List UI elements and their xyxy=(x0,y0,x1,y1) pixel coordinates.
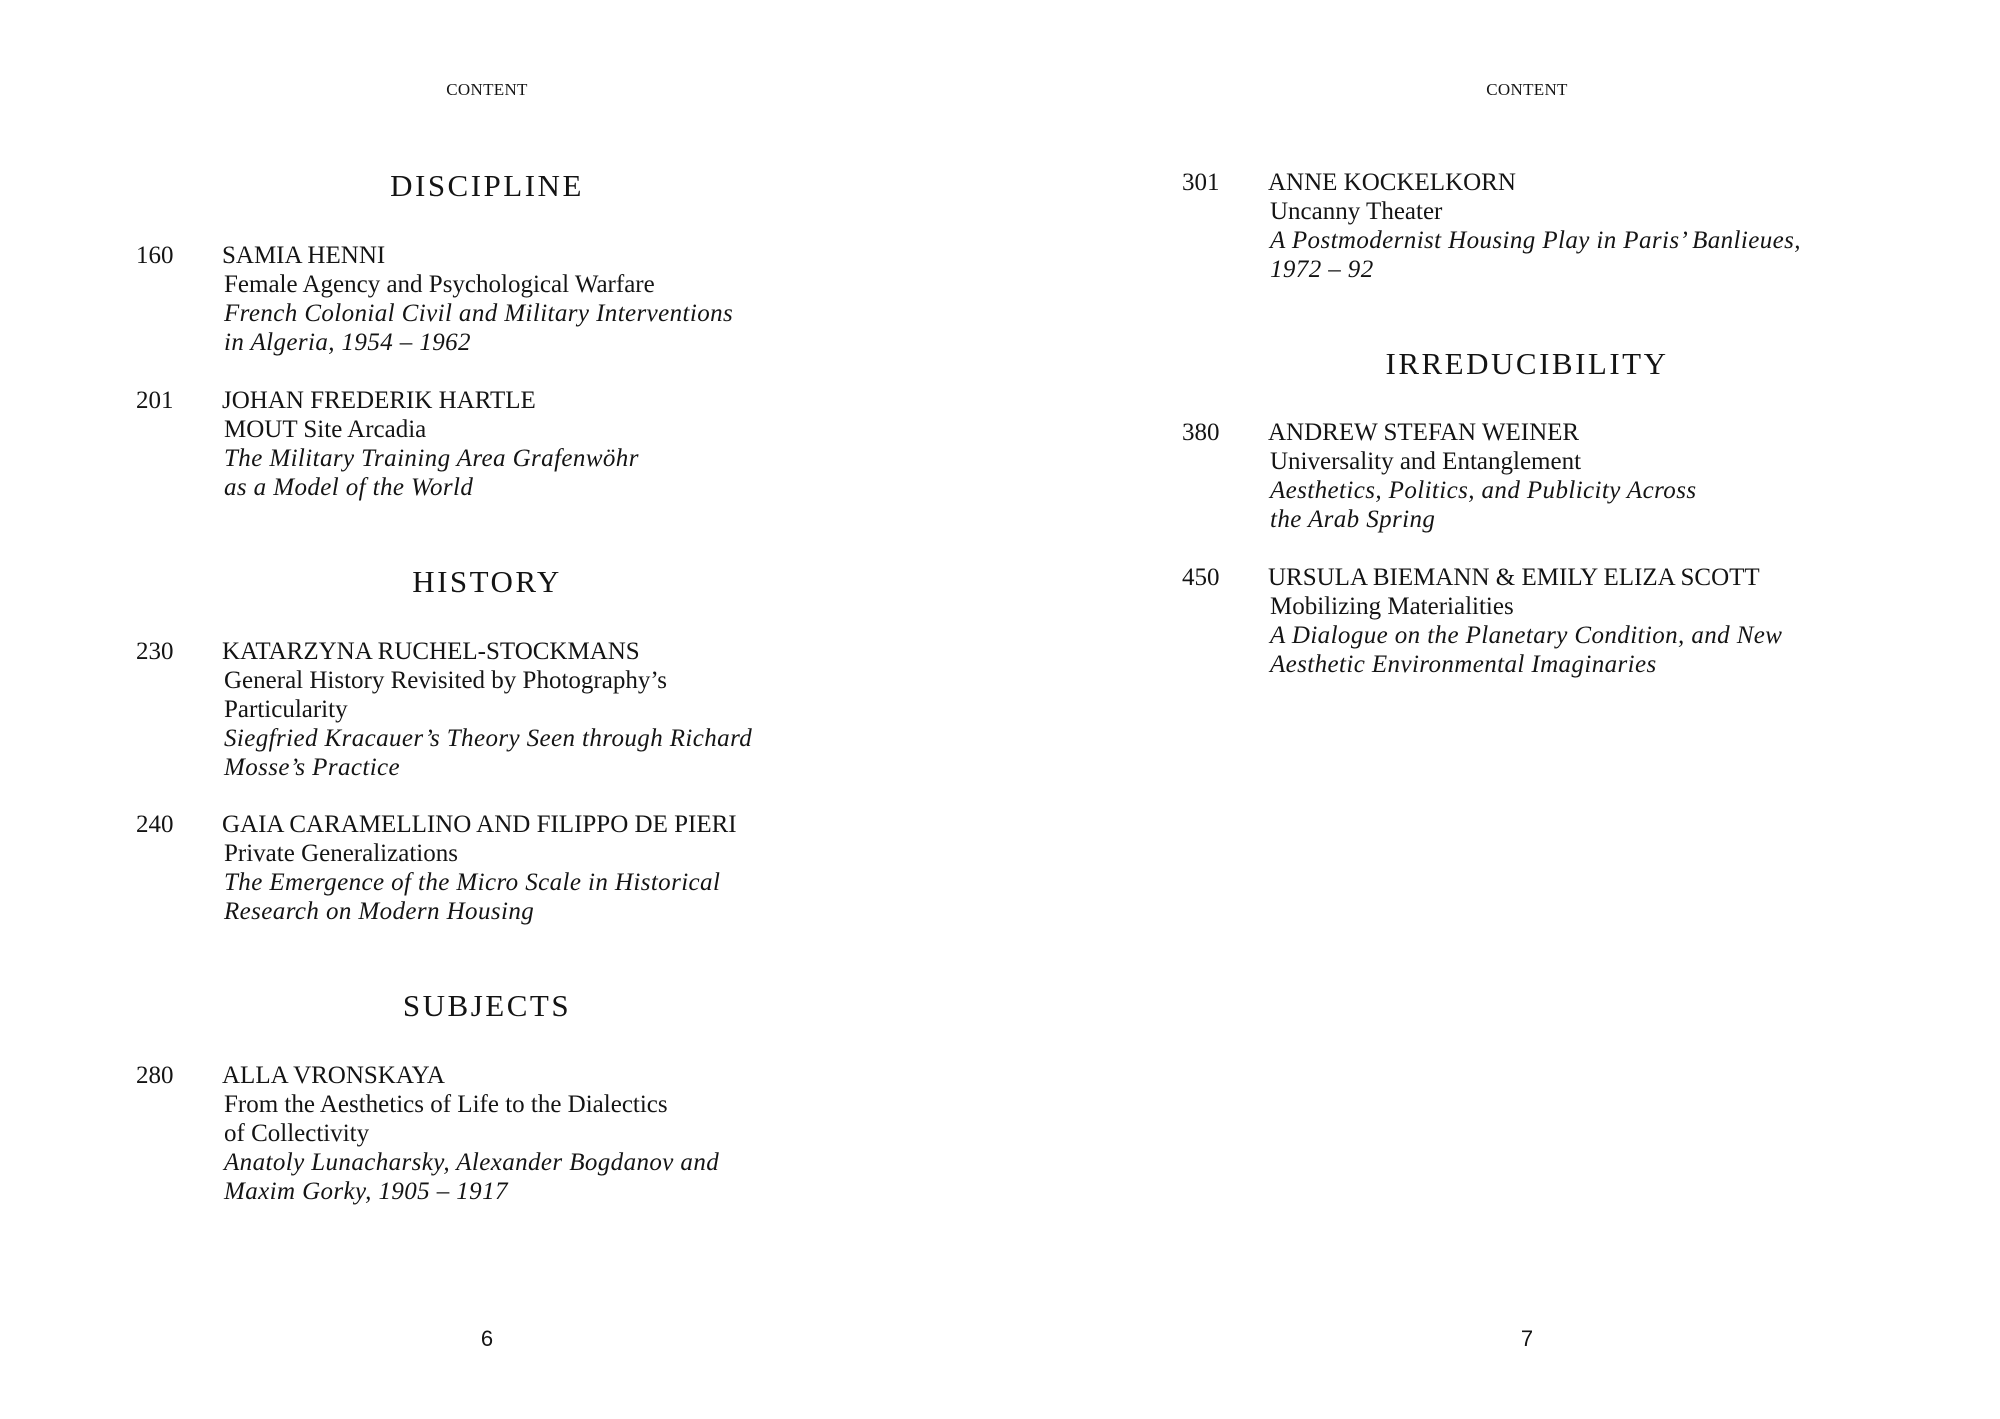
entry-author: ANNE KOCKELKORN xyxy=(1268,169,1516,196)
entry-subtitle: 1972 – 92 xyxy=(1270,256,1374,283)
entry-subtitle: Mosse’s Practice xyxy=(224,754,401,781)
entry-author: KATARZYNA RUCHEL-STOCKMANS xyxy=(222,638,640,665)
running-head: CONTENT xyxy=(446,80,528,99)
entry-body xyxy=(224,810,864,926)
entry-subtitle: The Emergence of the Micro Scale in Historical xyxy=(224,869,721,896)
entry-title: of Collectivity xyxy=(224,1120,370,1147)
entry-page-number: 280 xyxy=(136,1062,174,1089)
entry-page-number: 380 xyxy=(1182,419,1220,446)
section-title-irreducibility: IRREDUCIBILITY xyxy=(1385,346,1669,381)
entry-body xyxy=(224,386,864,502)
entry-subtitle: Maxim Gorky, 1905 – 1917 xyxy=(224,1178,508,1205)
entry-page-number: 230 xyxy=(136,638,174,665)
entry-subtitle: The Military Training Area Grafenwöhr xyxy=(224,445,639,472)
entry-body xyxy=(1270,563,1910,679)
entry-body xyxy=(224,1061,864,1206)
entry-author: JOHAN FREDERIK HARTLE xyxy=(222,387,536,414)
entry-author: ALLA VRONSKAYA xyxy=(222,1062,445,1089)
entry-title: Female Agency and Psychological Warfare xyxy=(224,271,655,298)
entry-subtitle: in Algeria, 1954 – 1962 xyxy=(224,329,471,356)
entry-subtitle: the Arab Spring xyxy=(1270,506,1436,533)
entry-title: Uncanny Theater xyxy=(1270,198,1443,225)
entry-subtitle: as a Model of the World xyxy=(224,474,474,501)
section-title-subjects: SUBJECTS xyxy=(402,988,572,1023)
entry-title: Private Generalizations xyxy=(224,840,458,867)
entry-page-number: 201 xyxy=(136,387,174,414)
entry-author: GAIA CARAMELLINO AND FILIPPO DE PIERI xyxy=(222,811,737,838)
entry-author: URSULA BIEMANN & EMILY ELIZA SCOTT xyxy=(1268,564,1760,591)
entry-body xyxy=(1270,418,1910,534)
entry-title: Particularity xyxy=(224,696,348,723)
section-title-history: HISTORY xyxy=(412,564,562,599)
entry-page-number: 240 xyxy=(136,811,174,838)
page-number: 6 xyxy=(480,1326,494,1351)
entry-subtitle: Aesthetic Environmental Imaginaries xyxy=(1270,651,1657,678)
entry-page-number: 301 xyxy=(1182,169,1220,196)
entry-body xyxy=(224,241,864,357)
entry-page-number: 450 xyxy=(1182,564,1220,591)
entry-subtitle: A Dialogue on the Planetary Condition, and New xyxy=(1270,622,1783,649)
entry-author: ANDREW STEFAN WEINER xyxy=(1268,419,1580,446)
entry-subtitle: Aesthetics, Politics, and Publicity Across xyxy=(1270,477,1697,504)
entry-title: From the Aesthetics of Life to the Dialectics xyxy=(224,1091,668,1118)
entry-title: Universality and Entanglement xyxy=(1270,448,1582,475)
entry-subtitle: A Postmodernist Housing Play in Paris’ Banlieues, xyxy=(1270,227,1801,254)
entry-title: MOUT Site Arcadia xyxy=(224,416,427,443)
entry-title: General History Revisited by Photography’s xyxy=(224,667,667,694)
entry-subtitle: Siegfried Kracauer’s Theory Seen through Richard xyxy=(224,725,753,752)
entry-body xyxy=(1270,168,1910,284)
section-title-discipline: DISCIPLINE xyxy=(390,168,584,203)
entry-subtitle: Anatoly Lunacharsky, Alexander Bogdanov and xyxy=(224,1149,720,1176)
entry-subtitle: Research on Modern Housing xyxy=(224,898,535,925)
entry-body xyxy=(224,637,864,782)
entry-page-number: 160 xyxy=(136,242,174,269)
entry-author: SAMIA HENNI xyxy=(222,242,386,269)
entry-subtitle: French Colonial Civil and Military Interventions xyxy=(224,300,734,327)
running-head: CONTENT xyxy=(1486,80,1568,99)
page-number: 7 xyxy=(1520,1326,1534,1351)
right-page xyxy=(1000,0,2000,1419)
entry-title: Mobilizing Materialities xyxy=(1270,593,1514,620)
